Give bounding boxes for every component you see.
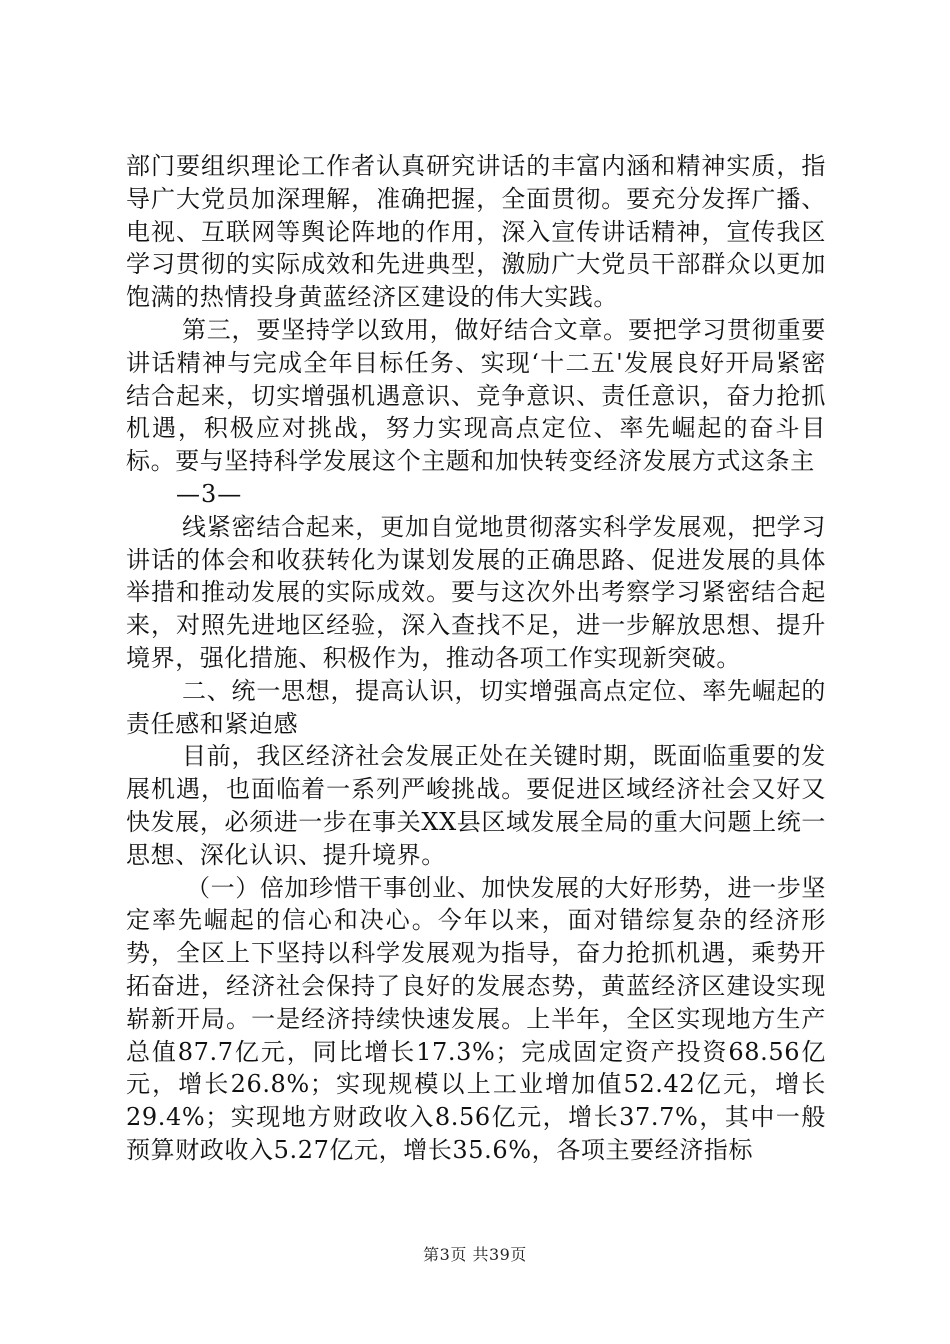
- paragraph-1: 部门要组织理论工作者认真研究讲话的丰富内涵和精神实质，指导广大党员加深理解，准确把握，全面贯彻。要充分发挥广播、电视、互联网等舆论阵地的作用，深入宣传讲话精神，宣传我区学习贯彻的实际成效和先进典型，激励广大党员干部群众以更加饱满的热情投身黄蓝经济区建设的伟大实践。: [126, 152, 826, 312]
- section-heading: 二、统一思想，提高认识，切实增强高点定位、率先崛起的责任感和紧迫感: [126, 676, 826, 738]
- paragraph-5: （一）倍加珍惜干事创业、加快发展的大好形势，进一步坚定率先崛起的信心和决心。今年以来，面对错综复杂的经济形势，全区上下坚持以科学发展观为指导，奋力抢抓机遇，乘势开拓奋进，经济社会保持了良好的发展态势，黄蓝经济区建设实现崭新开局。一是经济持续快速发展。上半年，全区实现地方生产总值87.7亿元，同比增长17.3%；完成固定资产投资68.56亿元，增长26.8%；实现规模以上工业增加值52.42亿元，增长29.4%；实现地方财政收入8.56亿元，增长37.7%，其中一般预算财政收入5.27亿元，增长35.6%，各项主要经济指标: [126, 873, 826, 1164]
- paragraph-3: 线紧密结合起来，更加自觉地贯彻落实科学发展观，把学习讲话的体会和收获转化为谋划发展的正确思路、促进发展的具体举措和推动发展的实际成效。要与这次外出考察学习紧密结合起来，对照先进地区经验，深入查找不足，进一步解放思想、提升境界，强化措施、积极作为，推动各项工作实现新突破。: [126, 512, 826, 672]
- paragraph-4: 目前，我区经济社会发展正处在关键时期，既面临重要的发展机遇，也面临着一系列严峻挑战。要促进区域经济社会又好又快发展，必须进一步在事关XX县区域发展全局的重大问题上统一思想、深化认识、提升境界。: [126, 742, 826, 869]
- document-body: [126, 150, 826, 1167]
- inline-page-marker: —3—: [176, 479, 243, 508]
- paragraph-2: 第三，要坚持学以致用，做好结合文章。要把学习贯彻重要讲话精神与完成全年目标任务、实现‘十二五'发展良好开局紧密结合起来，切实增强机遇意识、竞争意识、责任意识，奋力抢抓机遇，积极应对挑战，努力实现高点定位、率先崛起的奋斗目标。要与坚持科学发展这个主题和加快转变经济发展方式这条主: [126, 315, 826, 476]
- page-footer: 第3页 共39页: [423, 1245, 527, 1264]
